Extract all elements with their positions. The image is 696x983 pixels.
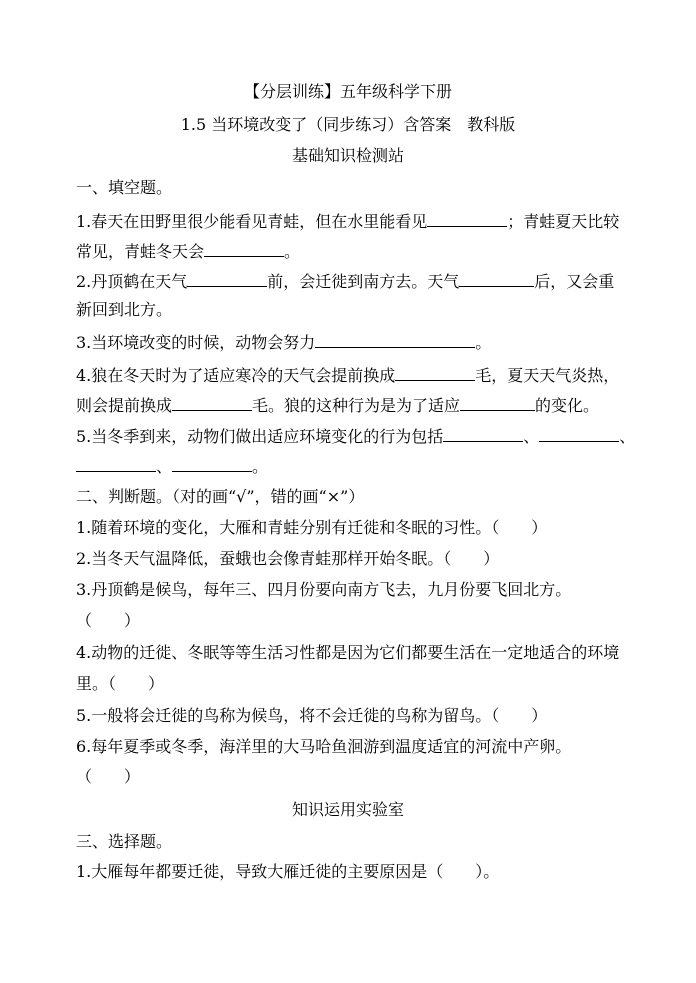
fill-q1-text-d: 。	[284, 242, 301, 261]
section-heading-application: 知识运用实验室	[291, 800, 404, 819]
answer-blank[interactable]	[460, 394, 535, 411]
answer-blank[interactable]	[204, 240, 284, 257]
answer-blank[interactable]	[427, 210, 507, 227]
fill-q3-text-a: 3.当环境改变的时候，动物会努力	[76, 333, 316, 352]
fill-q4-line1	[76, 364, 636, 386]
judge-q4-line1: 4.动物的迁徙、冬眠等等生活习性都是因为它们都要生活在一定地适合的环境	[76, 643, 620, 662]
judge-q6-line1: 6.每年夏季或冬季，海洋里的大马哈鱼洄游到温度适宜的河流中产卵。	[76, 737, 572, 756]
judge-q2: 2.当冬天气温降低，蚕蛾也会像青蛙那样开始冬眠。（ ）	[76, 549, 500, 568]
fill-q3-line	[76, 331, 636, 353]
fill-q4-text-a: 4.狼在冬天时为了适应寒冷的天气会提前换成	[76, 366, 396, 385]
fill-q1-text-a: 1.春天在田野里很少能看见青蛙，但在水里能看见	[76, 212, 428, 231]
fill-q2-line2: 新回到北方。	[76, 300, 173, 319]
fill-q1-text-c: 常见，青蛙冬天会	[76, 242, 205, 261]
judge-q1: 1.随着环境的变化，大雁和青蛙分别有迁徙和冬眠的习性。（ ）	[76, 518, 548, 537]
separator: 、	[619, 427, 636, 446]
fill-q2-text-c: 后，又会重	[534, 272, 615, 291]
judge-q5: 5.一般将会迁徙的鸟称为候鸟，将不会迁徙的鸟称为留鸟。（ ）	[76, 706, 548, 725]
document-title: 【分层训练】五年级科学下册	[243, 82, 452, 101]
answer-blank[interactable]	[459, 270, 534, 287]
fill-q4-text-c: 则会提前换成	[76, 396, 173, 415]
fill-q5-end: 。	[252, 457, 269, 476]
judge-heading: 二、判断题。（对的画“√”，错的画“×”）	[76, 487, 365, 506]
fill-q1-line2	[76, 240, 636, 262]
separator: 、	[523, 427, 540, 446]
choice-q1: 1.大雁每年都要迁徙，导致大雁迁徙的主要原因是（ ）。	[76, 862, 500, 881]
fill-q4-line2	[76, 394, 636, 416]
answer-blank[interactable]	[395, 364, 475, 381]
fill-q1-text-b: ；青蛙夏天比较	[507, 212, 620, 231]
fill-q5-line2	[76, 455, 636, 477]
fill-q5-line1	[76, 425, 636, 447]
answer-blank[interactable]	[187, 270, 267, 287]
answer-blank[interactable]	[539, 425, 619, 442]
fill-q2-text-a: 2.丹顶鹤在天气	[76, 272, 188, 291]
choice-heading: 三、选择题。	[76, 832, 173, 851]
judge-q3-line2: （ ）	[76, 611, 141, 630]
fill-q5-text-a: 5.当冬季到来，动物们做出适应环境变化的行为包括	[76, 427, 444, 446]
answer-blank[interactable]	[76, 455, 156, 472]
answer-blank[interactable]	[172, 455, 252, 472]
fill-q4-text-e: 的变化。	[535, 396, 600, 415]
judge-q6-line2: （ ）	[76, 767, 141, 786]
fill-q3-text-b: 。	[475, 333, 492, 352]
document-subtitle: 1.5 当环境改变了（同步练习）含答案 教科版	[180, 115, 516, 134]
fill-q2-text-b: 前，会迁徙到南方去。天气	[267, 272, 460, 291]
answer-blank[interactable]	[172, 394, 252, 411]
fill-q4-text-b: 毛，夏天天气炎热，	[475, 366, 620, 385]
judge-q3-line1: 3.丹顶鹤是候鸟，每年三、四月份要向南方飞去，九月份要飞回北方。	[76, 580, 572, 599]
fill-q4-text-d: 毛。狼的这种行为是为了适应	[252, 396, 461, 415]
fill-q1-line1	[76, 210, 636, 232]
answer-blank[interactable]	[315, 331, 475, 348]
answer-blank[interactable]	[443, 425, 523, 442]
separator: 、	[156, 457, 173, 476]
fill-q2-line1	[76, 270, 636, 292]
judge-q4-line2: 里。（ ）	[76, 674, 165, 693]
fill-heading: 一、填空题。	[76, 178, 173, 197]
section-heading-basic: 基础知识检测站	[291, 146, 404, 165]
